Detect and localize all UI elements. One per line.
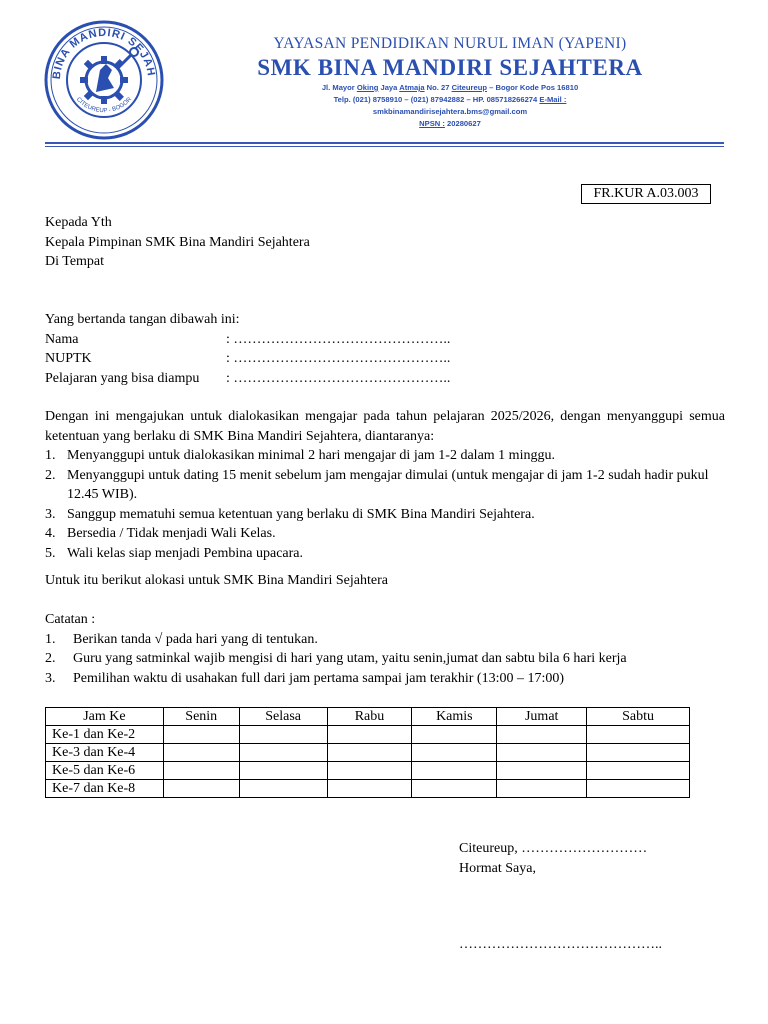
table-cell[interactable] [412,726,497,744]
table-cell[interactable] [163,780,239,798]
list-item: 3. Sanggup mematuhi semua ketentuan yang berlaku di SMK Bina Mandiri Sejahtera. [45,506,535,522]
statement-paragraph: Dengan ini mengajukan untuk dialokasikan mengajar pada tahun pelajaran 2025/2026, dengan menyanggupi semua ketentuan yang berlaku di SMK Bina Mandiri Sejahtera, diantaranya: [45,409,725,444]
row-label: Ke-7 dan Ke-8 [46,780,164,798]
signature-place-date: Citeureup, ……………………… [459,841,648,856]
table-cell[interactable] [412,744,497,762]
list-item: 2. Guru yang satminkal wajib mengisi di hari yang utam, yaitu senin,jumat dan sabtu bila 6 hari kerja [45,651,627,666]
school-logo [40,18,168,142]
table-cell[interactable] [412,762,497,780]
letterhead-divider-thin [45,146,724,147]
list-item: 2. Menyanggupi untuk dating 15 menit sebelum jam mengajar dimulai (untuk mengajar di jam 1-2 sudah hadir pukul 12.45 WIB). [45,467,709,502]
table-cell[interactable] [163,726,239,744]
identity-field-name: Nama : ……………………………………….. [45,331,451,347]
phone-line: Telp. (021) 8758910 – (021) 87942882 – HP. 085718266274 E-Mail : [333,95,567,104]
npsn-line: NPSN : 20280627 [419,119,481,128]
list-item: 4. Bersedia / Tidak menjadi Wali Kelas. [45,526,276,541]
table-cell[interactable] [163,744,239,762]
row-label: Ke-3 dan Ke-4 [46,744,164,762]
table-cell[interactable] [239,744,327,762]
row-label: Ke-1 dan Ke-2 [46,726,164,744]
table-header-row [46,708,690,726]
table-row [46,744,690,762]
table-row [46,780,690,798]
statement-block [45,407,725,563]
logo-motto-text: CITEUREUP - BOGOR [74,96,134,115]
table-row [46,762,690,780]
list-item: 1. Berikan tanda √ pada hari yang di tentukan. [45,631,318,647]
recipient-line: Di Tempat [45,254,105,269]
table-cell[interactable] [239,726,327,744]
table-cell[interactable] [163,762,239,780]
letterhead [170,34,730,130]
recipient-line: Kepala Pimpinan SMK Bina Mandiri Sejahtera [45,234,310,250]
letterhead-divider [45,142,724,144]
signature-name-line: …………………………………….. [459,937,662,952]
table-cell[interactable] [239,780,327,798]
table-header: Jumat [497,708,587,726]
table-cell[interactable] [497,762,587,780]
schedule-table [45,707,690,798]
table-header: Senin [163,708,239,726]
table-header: Kamis [412,708,497,726]
table-header: Jam Ke [46,708,164,726]
table-cell[interactable] [587,726,690,744]
table-cell[interactable] [327,744,412,762]
email-line: smkbinamandirisejahtera.bms@gmail.com [372,107,528,116]
table-cell[interactable] [587,744,690,762]
list-item: 1. Menyanggupi untuk dialokasikan minimal 2 hari mengajar di jam 1-2 dalam 1 minggu. [45,448,555,463]
notes-block [45,610,725,688]
signature-closing: Hormat Saya, [459,860,536,876]
table-row [46,726,690,744]
identity-field-subject: Pelajaran yang bisa diampu : ……………………………………….. [45,370,451,386]
list-item: 5. Wali kelas siap menjadi Pembina upacara. [45,545,304,561]
row-label: Ke-5 dan Ke-6 [46,762,164,780]
identity-block [45,310,725,388]
foundation-name: YAYASAN PENDIDIKAN NURUL IMAN (YAPENI) [273,35,627,52]
recipient-block [45,213,725,272]
notes-title: Catatan : [45,612,96,627]
list-item: 3. Pemilihan waktu di usahakan full dari jam pertama sampai jam terakhir (13:00 – 17:00) [45,670,565,686]
statement-list [45,446,725,563]
address-line: Jl. Mayor Oking Jaya Atmaja No. 27 Citeureup – Bogor Kode Pos 16810 [321,83,579,92]
table-cell[interactable] [327,726,412,744]
table-header: Rabu [327,708,412,726]
table-cell[interactable] [327,762,412,780]
school-name: SMK BINA MANDIRI SEJAHTERA [257,55,643,80]
signature-block [459,839,647,878]
identity-field-nuptk: NUPTK : ……………………………………….. [45,351,451,366]
table-cell[interactable] [239,762,327,780]
table-cell[interactable] [412,780,497,798]
table-cell[interactable] [587,762,690,780]
table-cell[interactable] [497,744,587,762]
table-cell[interactable] [497,780,587,798]
recipient-line: Kepada Yth [45,215,112,230]
table-header: Selasa [239,708,327,726]
identity-intro: Yang bertanda tangan dibawah ini: [45,312,240,327]
form-code: FR.KUR A.03.003 [581,184,711,204]
notes-list [45,630,725,689]
table-header: Sabtu [587,708,690,726]
table-cell[interactable] [497,726,587,744]
table-cell[interactable] [587,780,690,798]
logo-ring-text: BINA MANDIRI SEJAH [50,26,157,80]
table-cell[interactable] [327,780,412,798]
allocation-intro: Untuk itu berikut alokasi untuk SMK Bina Mandiri Sejahtera [45,573,388,588]
